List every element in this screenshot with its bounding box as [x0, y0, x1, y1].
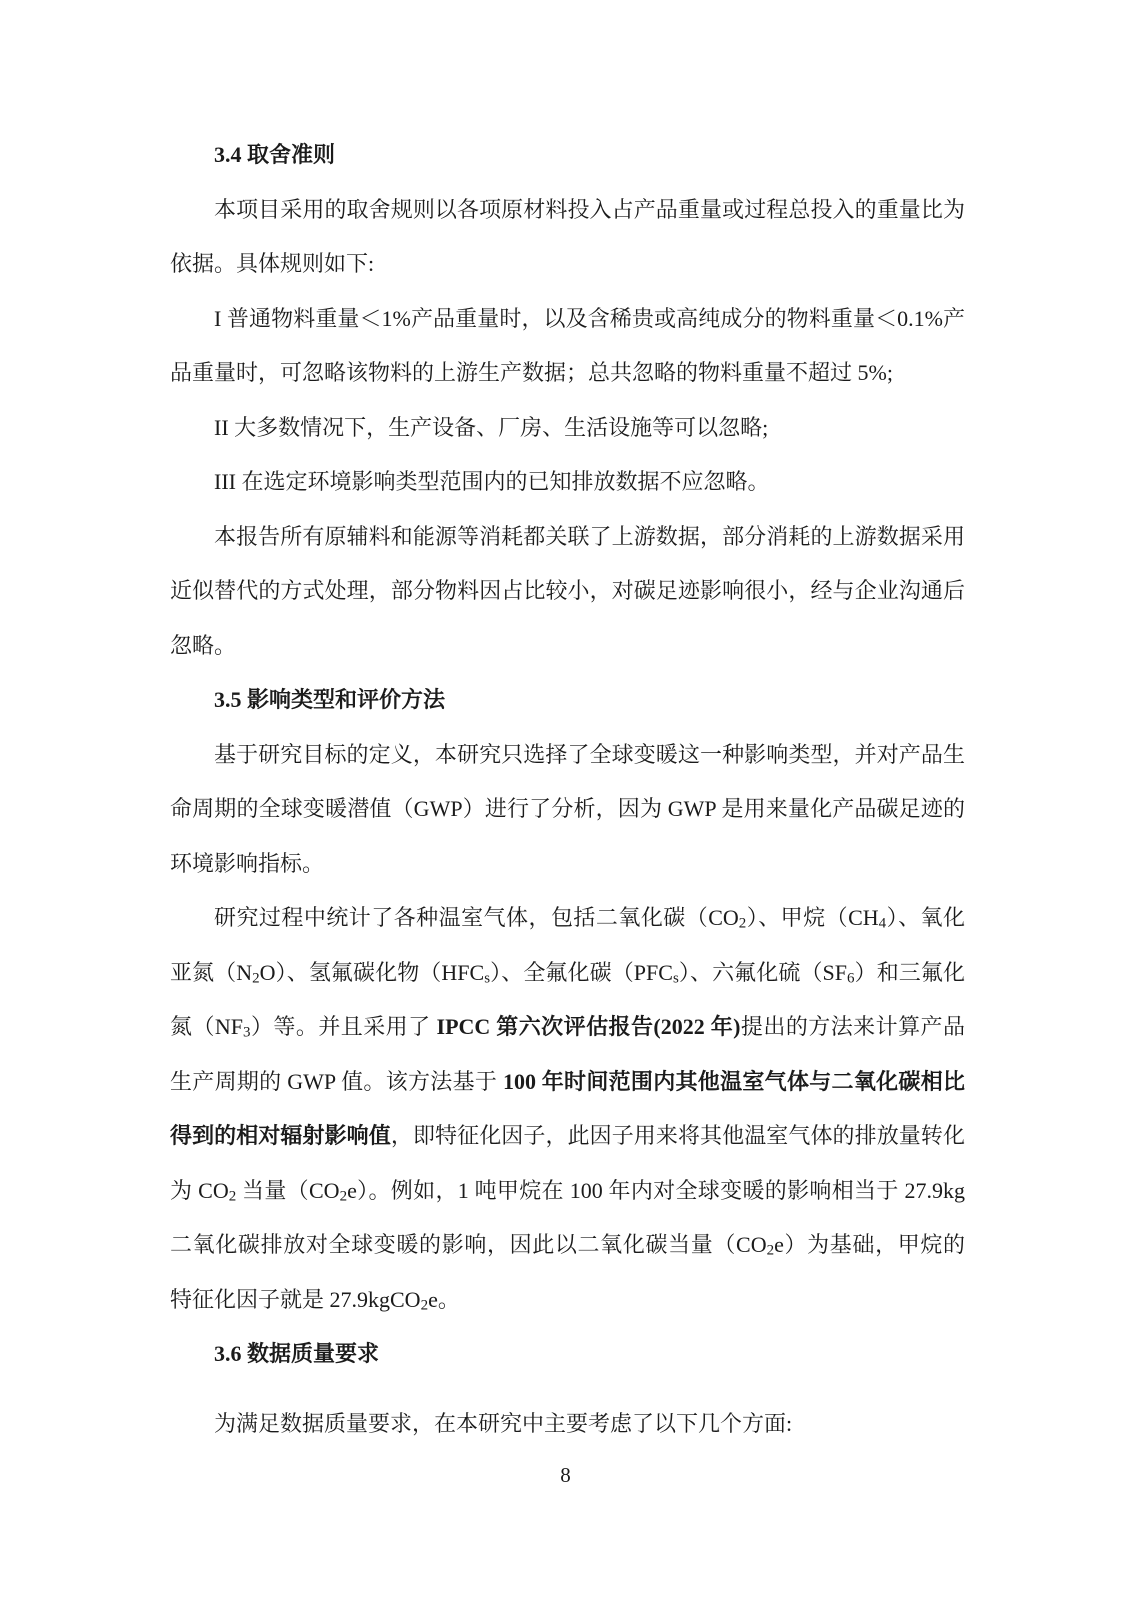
- paragraph-gwp-intro: [170, 728, 965, 892]
- section-heading-3-6: [170, 1327, 965, 1382]
- paragraph-cutoff-rule-intro: [170, 183, 965, 292]
- text-run: 基于研究目标的定义，本研究只选择了全球变暖这一种影响类型，并对产品生命周期的全球变暖潜值（GWP）进行了分析，因为 GWP 是用来量化产品碳足迹的环境影响指标。: [170, 741, 965, 876]
- bold-text: 100 年时间范围内其他温室气体与二氧化碳相比得到的相对辐射影响值: [170, 1068, 965, 1148]
- text-run: 提出的方法来计算产品生产周期的 GWP 值。该方法基于: [170, 1014, 965, 1094]
- text-run: ）、六氟化硫（SF: [678, 959, 848, 985]
- subscript-text: 2: [420, 1297, 429, 1314]
- text-run: III 在选定环境影响类型范围内的已知排放数据不应忽略。: [214, 469, 770, 494]
- section-heading-3-5: [170, 673, 965, 728]
- text-run: 本项目采用的取舍规则以各项原材料投入占产品重量或过程总投入的重量比为依据。具体规则如下:: [170, 196, 965, 276]
- text-run: O）、氢氟碳化物（HFC: [259, 959, 485, 985]
- text-run: 3.4 取舍准则: [214, 142, 336, 167]
- subscript-text: 2: [228, 1188, 237, 1205]
- text-run: ）、氧化亚氮（N: [170, 905, 965, 985]
- text-run: ）等。并且采用了: [250, 1014, 437, 1039]
- text-run: ）和三氟化氮（NF: [170, 959, 965, 1039]
- paragraph-greenhouse-gases: [170, 891, 965, 1327]
- text-run: 本报告所有原辅料和能源等消耗都关联了上游数据，部分消耗的上游数据采用近似替代的方式处理，部分物料因占比较小，对碳足迹影响很小，经与企业沟通后忽略。: [170, 523, 965, 658]
- document-body: [170, 128, 965, 1451]
- bold-text: IPCC 第六次评估报告(2022 年): [436, 1014, 741, 1039]
- subscript-text: s: [484, 970, 491, 987]
- subscript-text: 2: [339, 1188, 348, 1205]
- paragraph-upstream-data: [170, 510, 965, 674]
- text-run: e）为基础，甲烷的特征化因子就是 27.9kgCO: [170, 1232, 965, 1312]
- paragraph-rule-1: [170, 292, 965, 401]
- subscript-text: 2: [766, 1242, 775, 1259]
- text-run: I 普通物料重量＜1%产品重量时，以及含稀贵或高纯成分的物料重量＜0.1%产品重量时，可忽略该物料的上游生产数据；总共忽略的物料重量不超过 5%;: [170, 305, 965, 385]
- text-run: 3.5 影响类型和评价方法: [214, 687, 446, 712]
- text-run: ，即特征化因子，此因子用来将其他温室气体的排放量转化为 CO: [170, 1123, 965, 1203]
- subscript-text: 2: [252, 970, 260, 987]
- text-run: 研究过程中统计了各种温室气体，包括二氧化碳（CO: [214, 905, 739, 930]
- subscript-text: 3: [243, 1024, 251, 1041]
- text-run: 3.6 数据质量要求: [214, 1341, 380, 1366]
- page-number: 8: [560, 1463, 571, 1487]
- text-run: 当量（CO: [236, 1177, 340, 1203]
- text-run: e。: [428, 1286, 460, 1312]
- subscript-text: 6: [847, 970, 855, 987]
- text-run: ）、甲烷（CH: [746, 905, 879, 930]
- text-run: 为满足数据质量要求，在本研究中主要考虑了以下几个方面:: [214, 1410, 793, 1436]
- subscript-text: s: [672, 970, 679, 987]
- text-run: ）、全氟化碳（PFC: [490, 959, 673, 985]
- paragraph-data-quality-intro: [170, 1397, 965, 1452]
- subscript-text: 2: [738, 915, 747, 932]
- text-run: II 大多数情况下，生产设备、厂房、生活设施等可以忽略;: [214, 414, 769, 440]
- paragraph-rule-2: [170, 401, 965, 456]
- section-heading-3-4: [170, 128, 965, 183]
- text-run: e）。例如，1 吨甲烷在 100 年内对全球变暖的影响相当于 27.9kg 二氧化碳排放对全球变暖的影响，因此以二氧化碳当量（CO: [170, 1177, 966, 1257]
- subscript-text: 4: [878, 915, 887, 932]
- paragraph-rule-3: [170, 455, 965, 510]
